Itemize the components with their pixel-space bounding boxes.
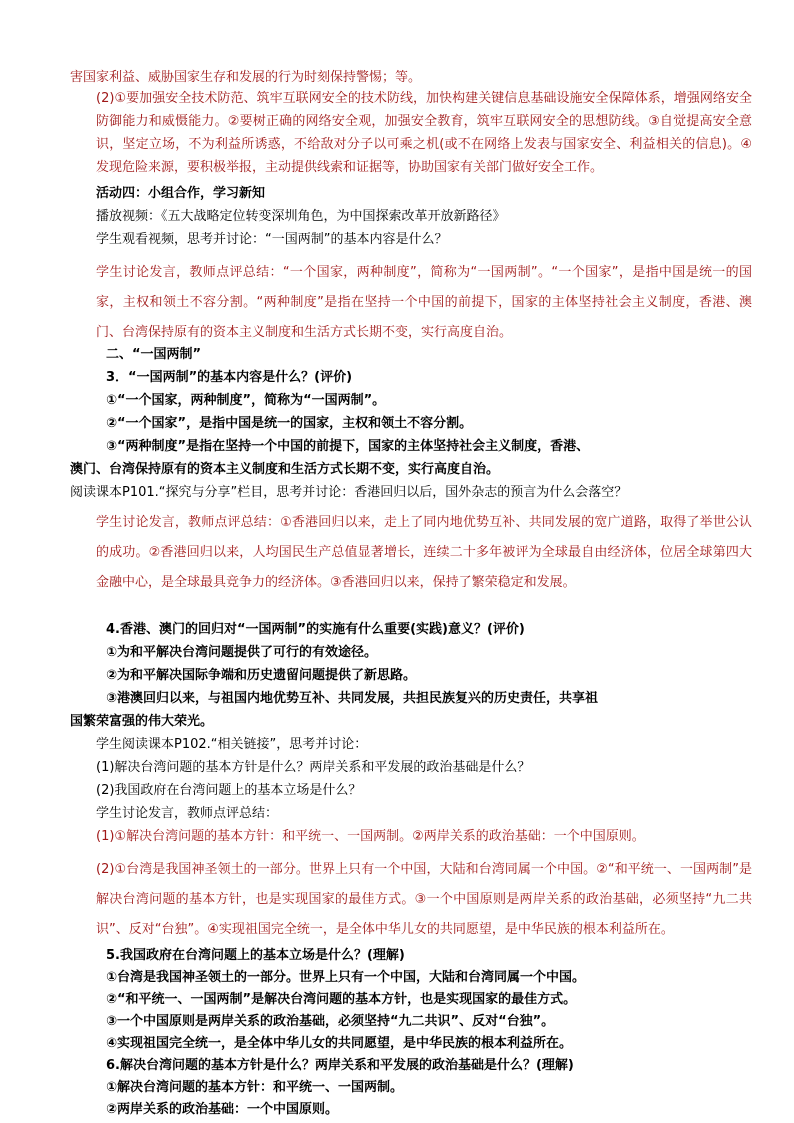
student-watch-line: 学生观看视频，思考并讨论：“一国两制”的基本内容是什么？ (96, 232, 448, 247)
answer-3-3b: 澳门、台湾保持原有的资本主义制度和生活方式长期不变，实行高度自治。 (70, 462, 500, 477)
section-heading-two: 二、“一国两制” (106, 347, 202, 362)
answer-5-3: ③一个中国原则是两岸关系的政治基础，必须坚持“九二共识”、反对“台独”。 (106, 1014, 555, 1029)
answer-4-1: ①为和平解决台湾问题提供了可行的有效途径。 (106, 645, 378, 660)
answer-4-3a: ③港澳回归以来，与祖国内地优势互补、共同发展，共担民族复兴的历史责任，共享祖 (106, 691, 599, 706)
answer-6-2: ②两岸关系的政治基础：一个中国原则。 (106, 1102, 339, 1117)
summary-taiwan-1: (1)①解决台湾问题的基本方针：和平统一、一国两制。②两岸关系的政治基础：一个中国原则。 (96, 829, 645, 844)
answer-3-2: ②“一个国家”，是指中国是统一的国家，主权和领土不容分割。 (106, 416, 473, 431)
question-3: 3．“一国两制”的基本内容是什么？(评价) (106, 370, 353, 385)
para-security-2: (2)①要加强安全技术防范、筑牢互联网安全的技术防线，加快构建关键信息基础设施安全保障体系，增强网络安全防御能力和威慑能力。②要树正确的网络安全观，加强安全教育，筑牢互联网安全的思想防线。③自觉提高安全意识，坚定立场，不为利益所诱惑，不给敌对分子以可乘之机(或不在网络上发表与国家安全、利益相关的信息)。④发现危险来源，要积极举报，主动提供线索和证据等，协助国家有关部门做好安全工作。 (96, 91, 752, 175)
answer-3-1: ①“一个国家，两种制度”，简称为“一国两制”。 (106, 393, 386, 408)
discussion-q2: (2)我国政府在台湾问题上的基本立场是什么？ (96, 783, 362, 798)
summary-taiwan-2: (2)①台湾是我国神圣领土的一部分。世界上只有一个中国，大陆和台湾同属一个中国。②“和平统一、一国两制”是解决台湾问题的基本方针，也是实现国家的最佳方式。③一个中国原则是两岸关系的政治基础，必须坚持“九二共识”、反对“台独”。④实现祖国完全统一，是全体中华儿女的共同愿望，是中华民族的根本利益所在。 (96, 862, 752, 937)
summary-hong-kong: 学生讨论发言，教师点评总结：①香港回归以来，走上了同内地优势互补、共同发展的宽广道路，取得了举世公认的成功。②香港回归以来，人均国民生产总值显著增长，连续二十多年被评为全球最自由经济体，位居全球第四大金融中心，是全球最具竞争力的经济体。③香港回归以来，保持了繁荣稳定和发展。 (96, 515, 752, 590)
question-6: 6.解决台湾问题的基本方针是什么？两岸关系和平发展的政治基础是什么？(理解) (106, 1058, 574, 1073)
answer-5-2: ②“和平统一、一国两制”是解决台湾问题的基本方针，也是实现国家的最佳方式。 (106, 992, 577, 1007)
question-5: 5.我国政府在台湾问题上的基本立场是什么？(理解) (106, 948, 405, 963)
activity-four-heading: 活动四：小组合作，学习新知 (96, 186, 266, 201)
answer-6-1: ①解决台湾问题的基本方针：和平统一、一国两制。 (106, 1080, 404, 1095)
question-4: 4.香港、澳门的回归对“一国两制”的实施有什么重要(实践)意义？(评价) (106, 622, 525, 637)
answer-3-3a: ③“两种制度”是指在坚持一个中国的前提下，国家的主体坚持社会主义制度，香港、 (106, 439, 590, 454)
summary-one-country-two-systems: 学生讨论发言，教师点评总结：“一个国家，两种制度”，简称为“一国两制”。“一个国家”，是指中国是统一的国家，主权和领土不容分割。“两种制度”是指在坚持一个中国的前提下，国家的主体坚持社会主义制度，香港、澳门、台湾保持原有的资本主义制度和生活方式长期不变，实行高度自治。 (96, 265, 752, 340)
discussion-q1: (1)解决台湾问题的基本方针是什么？两岸关系和平发展的政治基础是什么？ (96, 760, 531, 775)
para-security-1: 害国家利益、威胁国家生存和发展的行为时刻保持警惕；等。 (70, 70, 422, 85)
video-play-line: 播放视频：《五大战略定位转变深圳角色，为中国探索改革开放新路径》 (96, 209, 506, 224)
read-textbook-p102: 学生阅读课本P102.“相关链接”，思考并讨论： (96, 737, 368, 752)
teacher-summary-label: 学生讨论发言，教师点评总结： (96, 806, 279, 821)
answer-4-3b: 国繁荣富强的伟大荣光。 (70, 714, 214, 729)
answer-4-2: ②为和平解决国际争端和历史遗留问题提供了新思路。 (106, 668, 417, 683)
answer-5-4: ④实现祖国完全统一，是全体中华儿女的共同愿望，是中华民族的根本利益所在。 (106, 1036, 573, 1051)
answer-5-1: ①台湾是我国神圣领土的一部分。世界上只有一个中国，大陆和台湾同属一个中国。 (106, 970, 586, 985)
read-textbook-p101: 阅读课本P101.“探究与分享”栏目，思考并讨论：香港回归以后，国外杂志的预言为什么会落空？ (70, 485, 628, 500)
